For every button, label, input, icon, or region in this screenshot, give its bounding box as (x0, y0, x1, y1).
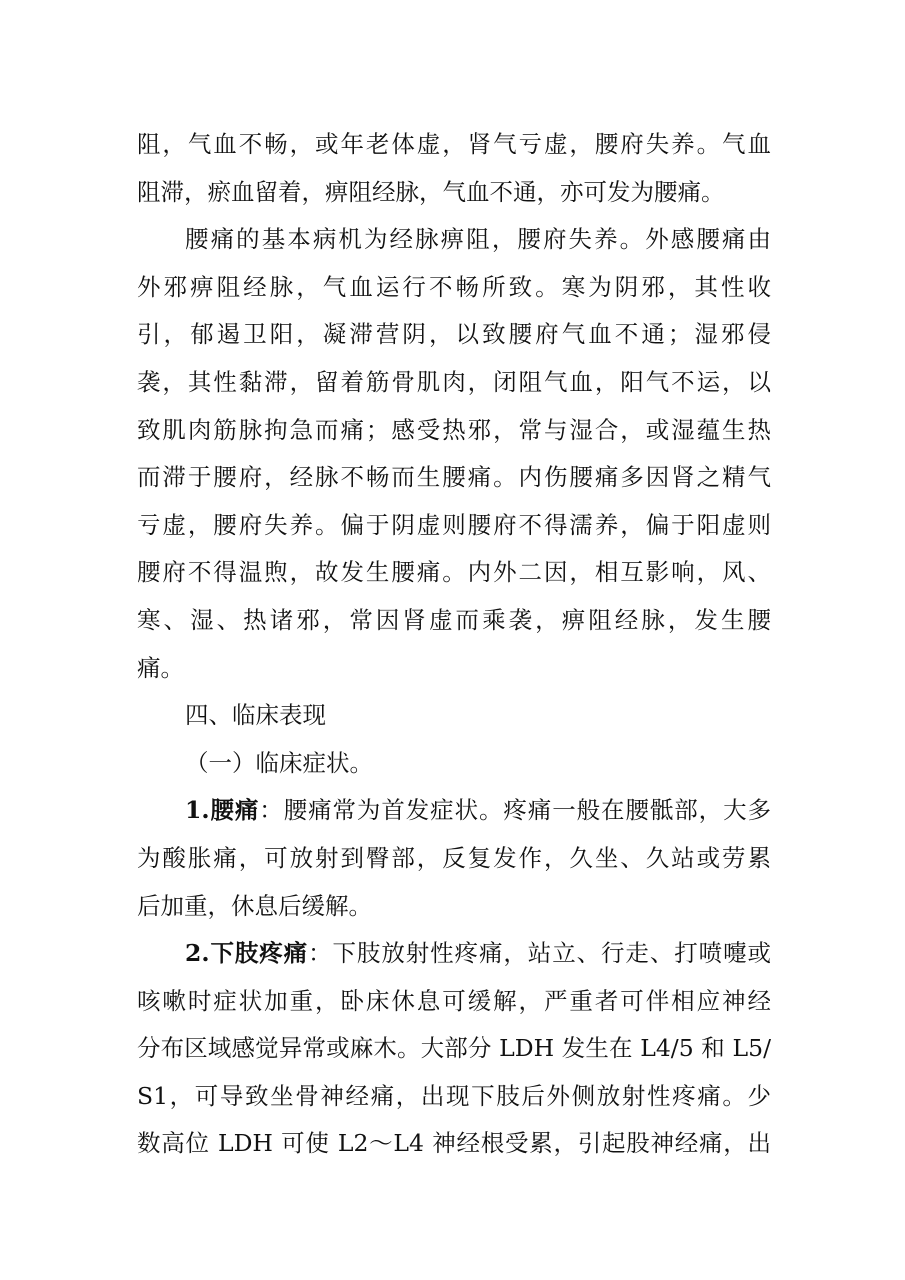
subsection-heading: （一）临床症状。 (185, 748, 373, 777)
text-line: 后加重，休息后缓解。 (137, 891, 372, 920)
text-line: 为酸胀痛，可放射到臀部，反复发作，久坐、久站或劳累 (137, 843, 771, 872)
text-line: 痛。 (137, 653, 184, 682)
text-line: 咳嗽时症状加重，卧床休息可缓解，严重者可伴相应神经 (137, 986, 771, 1015)
text-line: 致肌肉筋脉拘急而痛；感受热邪，常与湿合，或湿蕴生热 (137, 415, 771, 444)
text-line: 腰痛的基本病机为经脉痹阻，腰府失养。外感腰痛由 (185, 225, 771, 254)
item-text: ：下肢放射性疼痛，站立、行走、打喷嚏或 (308, 939, 771, 968)
text-line (137, 787, 771, 835)
paragraph-1 (137, 121, 771, 216)
text-line: 亏虚，腰府失养。偏于阴虚则腰府不得濡养，偏于阳虚则 (137, 510, 771, 539)
item-label: 1.腰痛 (185, 796, 260, 825)
text-line: 阻滞，瘀血留着，痹阻经脉，气血不通，亦可发为腰痛。 (137, 177, 725, 206)
item-label: 2.下肢疼痛 (185, 939, 309, 968)
symptom-item-2 (137, 930, 771, 1168)
text-line: 引，郁遏卫阳，凝滞营阴，以致腰府气血不通；湿邪侵 (137, 320, 771, 349)
text-line: 而滞于腰府，经脉不畅而生腰痛。内伤腰痛多因肾之精气 (137, 463, 771, 492)
text-line: 分布区域感觉异常或麻木。大部分 LDH 发生在 L4/5 和 L5/ (137, 1034, 771, 1063)
text-line (137, 930, 771, 978)
paragraph-2 (137, 216, 771, 692)
text-line: 数高位 LDH 可使 L2～L4 神经根受累，引起股神经痛，出 (137, 1129, 771, 1158)
body-text (137, 121, 771, 1168)
text-line: 阻，气血不畅，或年老体虚，肾气亏虚，腰府失养。气血 (137, 130, 771, 158)
symptom-item-1 (137, 787, 771, 930)
section-heading: 四、临床表现 (185, 701, 326, 730)
text-line: 外邪痹阻经脉，气血运行不畅所致。寒为阴邪，其性收 (137, 272, 771, 301)
text-line: S1，可导致坐骨神经痛，出现下肢后外侧放射性疼痛。少 (137, 1081, 771, 1110)
text-line: 寒、湿、热诸邪，常因肾虚而乘袭，痹阻经脉，发生腰 (137, 605, 771, 634)
item-text: ：腰痛常为首发症状。疼痛一般在腰骶部，大多 (259, 796, 772, 825)
text-line: 腰府不得温煦，故发生腰痛。内外二因，相互影响，风、 (137, 558, 771, 587)
text-line: 袭，其性黏滞，留着筋骨肌肉，闭阻气血，阳气不运，以 (137, 367, 771, 396)
